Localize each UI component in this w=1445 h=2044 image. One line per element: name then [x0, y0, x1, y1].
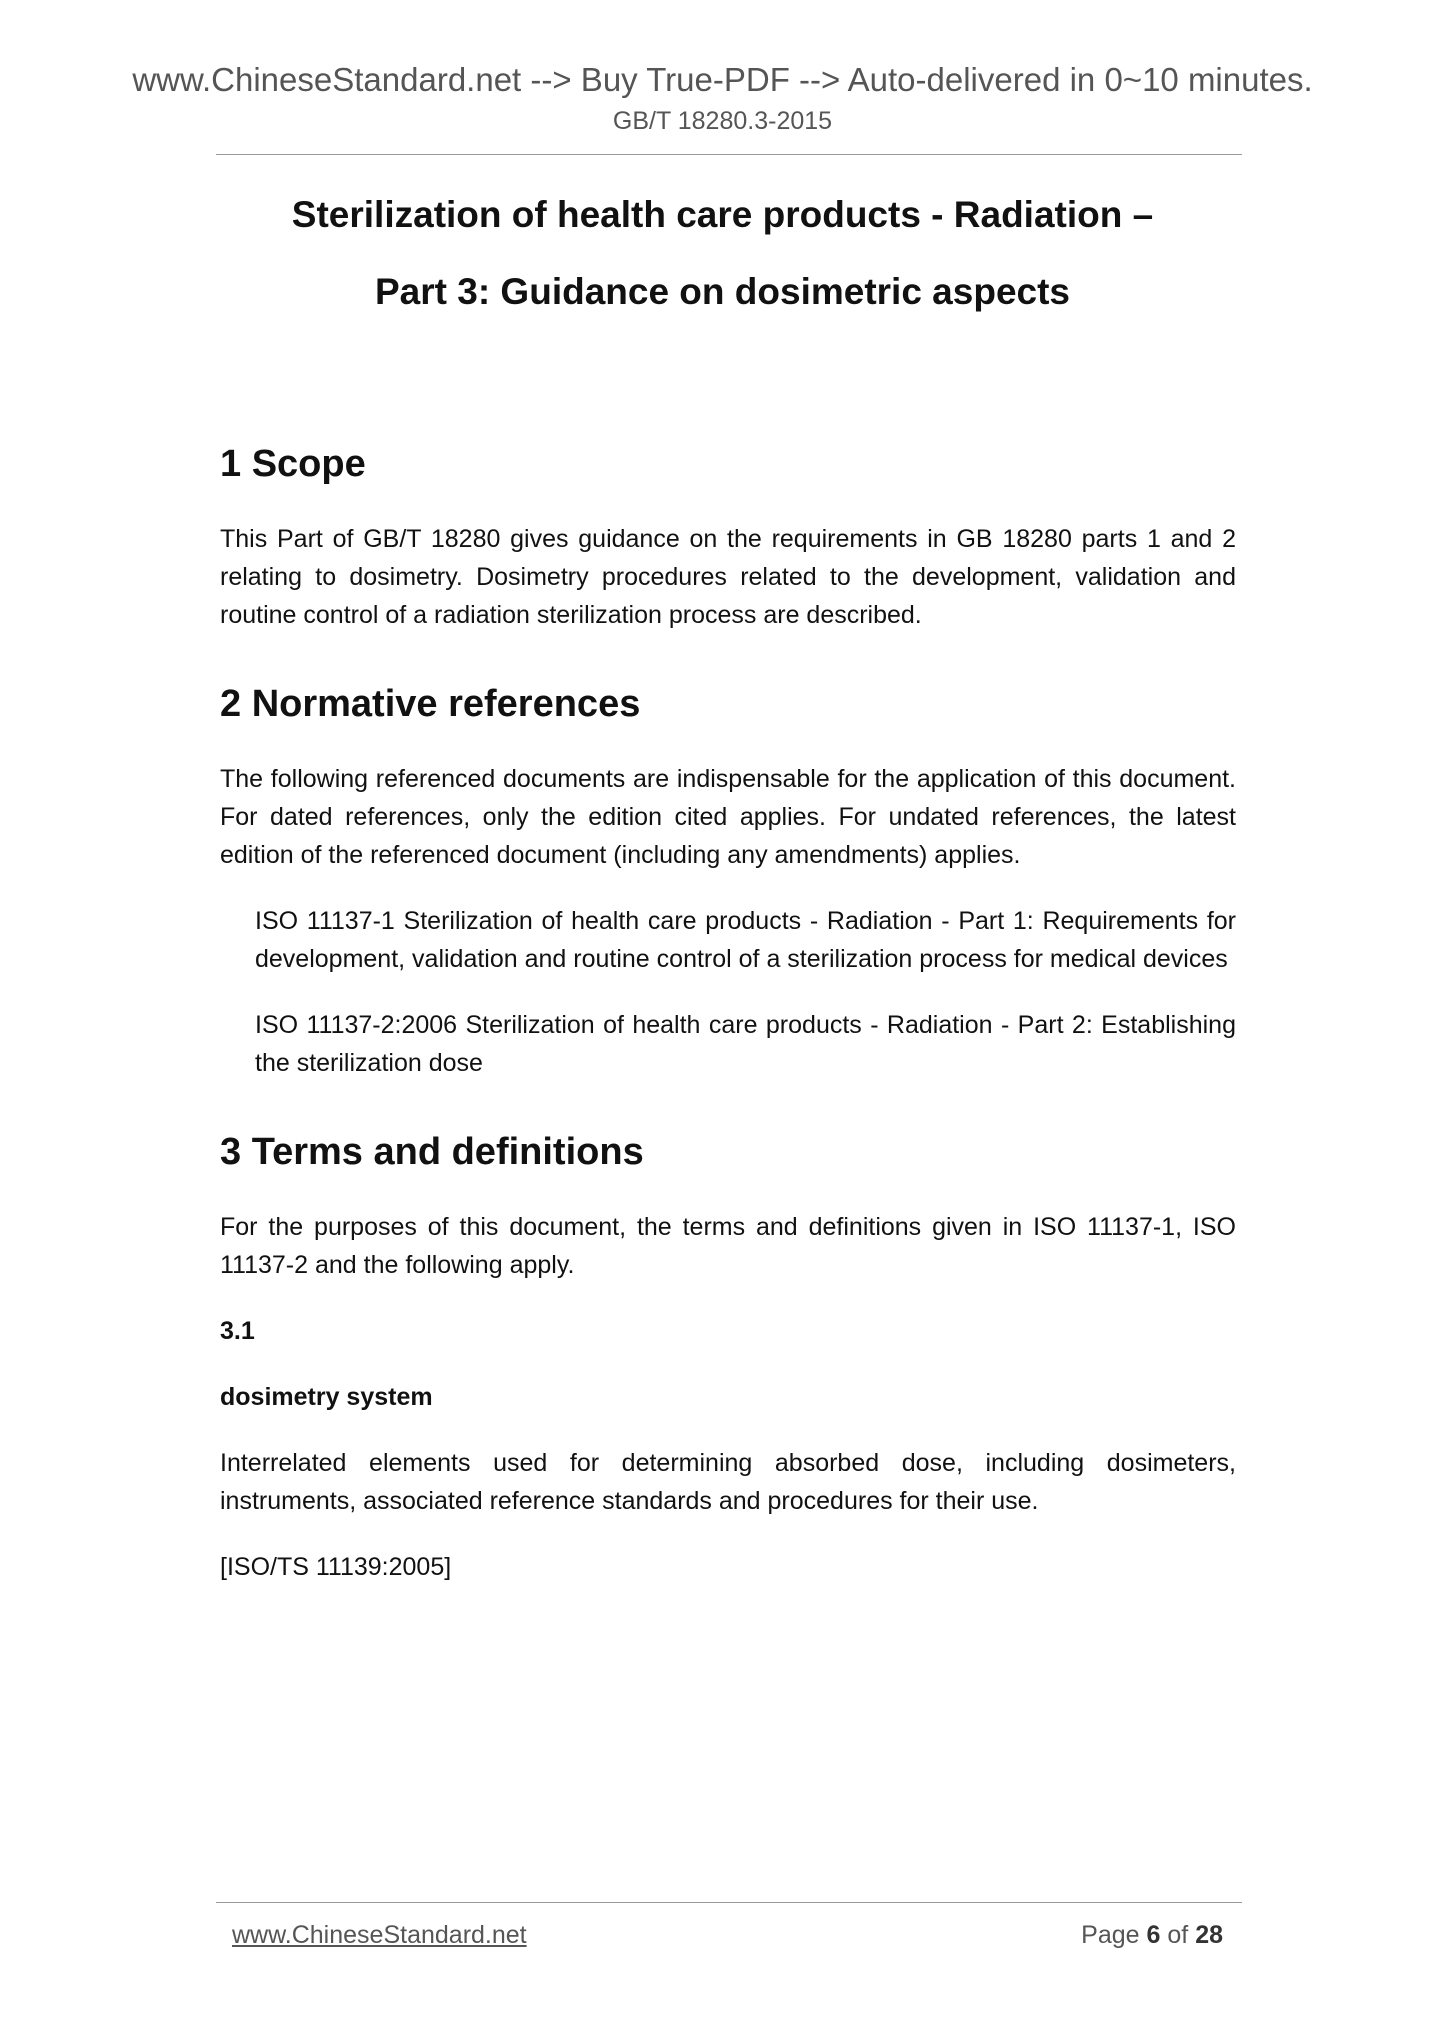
document-title-line-2: Part 3: Guidance on dosimetric aspects	[375, 271, 1070, 312]
normative-reference-item: ISO 11137-1 Sterilization of health care products - Radiation - Part 1: Requirements for development, validation and routine control of a sterilization process for medical devices	[255, 907, 1236, 973]
term-entry-name: dosimetry system	[220, 1383, 433, 1411]
normative-intro-paragraph: The following referenced documents are indispensable for the application of this document. For dated references, only the edition cited applies. For undated references, the latest edition of the referenced document (including any amendments) applies.	[220, 765, 1236, 869]
term-entry-definition: Interrelated elements used for determining absorbed dose, including dosimeters, instruments, associated reference standards and procedures for their use.	[220, 1449, 1236, 1515]
page-of-label: of	[1167, 1921, 1189, 1949]
document-code: GB/T 18280.3-2015	[612, 107, 833, 135]
section-heading-normative-references: 2 Normative references	[220, 683, 641, 725]
scope-paragraph: This Part of GB/T 18280 gives guidance on the requirements in GB 18280 parts 1 and 2 relating to dosimetry. Dosimetry procedures related to the development, validation and routine control of a radiation sterilization process are described.	[220, 525, 1236, 629]
normative-reference-item: ISO 11137-2:2006 Sterilization of health care products - Radiation - Part 2: Establishing the sterilization dose	[255, 1011, 1236, 1077]
section-heading-terms-and-definitions: 3 Terms and definitions	[220, 1131, 644, 1173]
page-total-number: 28	[1195, 1921, 1223, 1949]
footer-website-link[interactable]: www.ChineseStandard.net	[232, 1921, 527, 1949]
header-banner: www.ChineseStandard.net --> Buy True-PDF --> Auto-delivered in 0~10 minutes.	[132, 61, 1313, 98]
page-prefix-label: Page	[1081, 1921, 1140, 1949]
document-title-line-1: Sterilization of health care products - Radiation –	[291, 194, 1154, 235]
term-entry-source: [ISO/TS 11139:2005]	[220, 1553, 452, 1581]
document-body	[220, 438, 1236, 1586]
footer-divider	[216, 1902, 1242, 1903]
header-divider	[216, 154, 1242, 155]
terms-intro-paragraph: For the purposes of this document, the terms and definitions given in ISO 11137-1, ISO 11137-2 and the following apply.	[220, 1213, 1236, 1279]
section-heading-scope: 1 Scope	[220, 443, 366, 485]
term-entry-number: 3.1	[220, 1317, 255, 1345]
page-number	[1081, 1917, 1223, 1953]
page-current-number: 6	[1146, 1921, 1161, 1949]
